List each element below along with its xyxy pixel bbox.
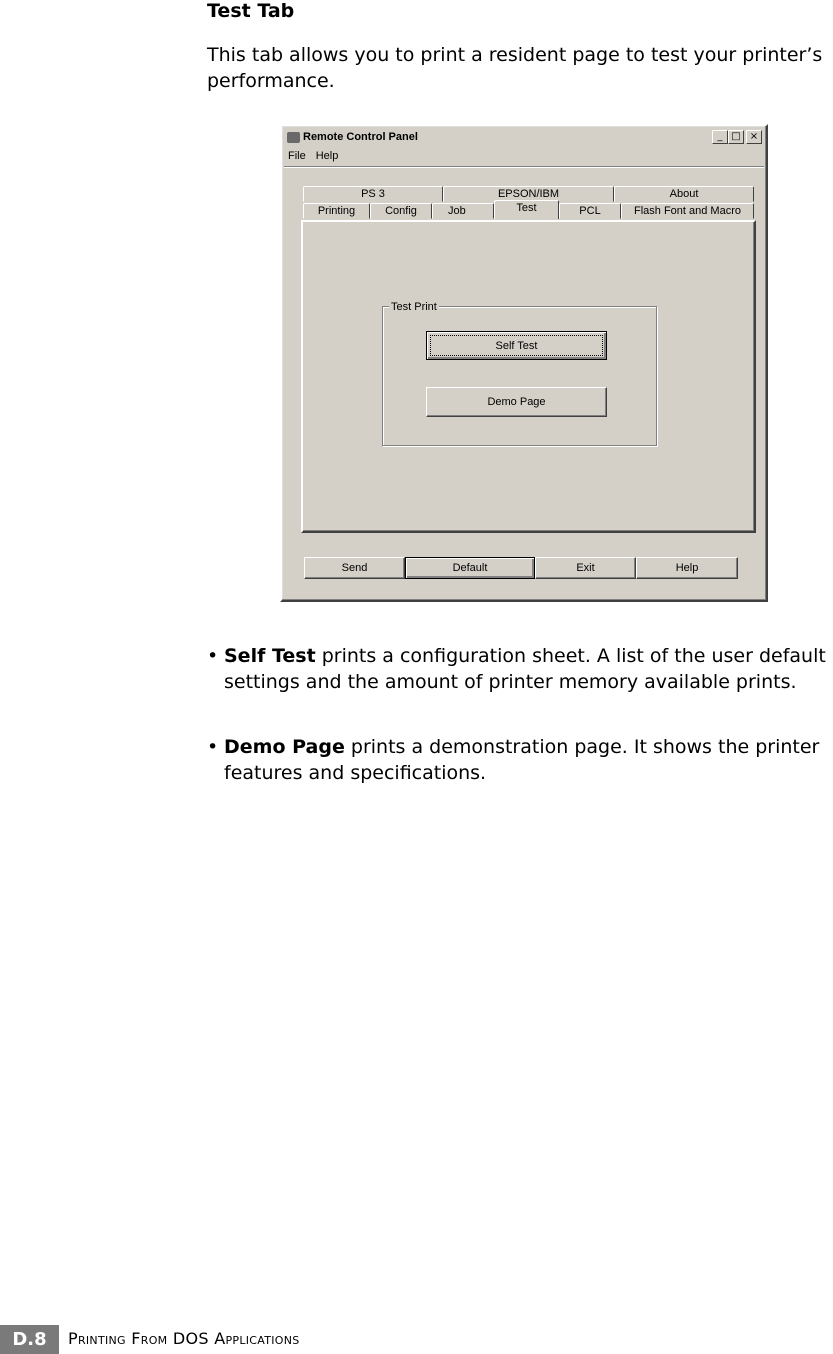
- bullet-term: Demo Page: [224, 736, 345, 758]
- menu-bar: [288, 150, 338, 162]
- bullet-dot: •: [207, 736, 219, 758]
- menu-file[interactable]: File: [288, 150, 306, 162]
- tab-printing[interactable]: Printing: [303, 203, 370, 219]
- tab-epson-ibm[interactable]: EPSON/IBM: [443, 186, 614, 202]
- help-button[interactable]: Help: [636, 557, 738, 579]
- demo-page-label: Demo Page: [487, 396, 546, 408]
- printer-app-icon: [287, 132, 300, 143]
- tab-ps3[interactable]: PS 3: [303, 186, 443, 202]
- test-print-group-label: Test Print: [391, 301, 437, 313]
- section-heading: Test Tab: [207, 0, 295, 22]
- test-print-group: [382, 306, 657, 446]
- window-title: Remote Control Panel: [303, 131, 418, 143]
- tab-job[interactable]: Job: [432, 203, 494, 219]
- self-test-label: Self Test: [495, 339, 538, 352]
- tab-test[interactable]: Test: [494, 200, 559, 219]
- intro-paragraph: This tab allows you to print a resident page to test your printer’s performance.: [207, 44, 823, 92]
- exit-button[interactable]: Exit: [535, 557, 636, 579]
- tab-about[interactable]: About: [614, 186, 754, 202]
- close-button[interactable]: ×: [746, 130, 762, 144]
- self-test-button[interactable]: [426, 331, 607, 360]
- tab-config[interactable]: Config: [370, 203, 432, 219]
- menu-help[interactable]: Help: [315, 150, 339, 162]
- send-button[interactable]: Send: [304, 557, 405, 579]
- demo-page-button[interactable]: [426, 387, 607, 417]
- remote-control-panel-window: [280, 124, 768, 602]
- tab-flash-font-and-macro[interactable]: Flash Font and Macro: [621, 203, 754, 219]
- minimize-button[interactable]: _: [712, 130, 728, 144]
- menu-separator: [284, 166, 764, 168]
- default-button[interactable]: Default: [405, 557, 535, 579]
- bullet-dot: •: [207, 645, 219, 667]
- maximize-button[interactable]: □: [728, 130, 744, 144]
- title-bar[interactable]: [284, 128, 764, 146]
- chapter-title: Printing From DOS Applications: [68, 1329, 300, 1348]
- bullet-self-test: [207, 643, 827, 695]
- tab-pcl[interactable]: PCL: [559, 203, 621, 219]
- bullet-term: Self Test: [224, 645, 316, 667]
- bullet-demo-page: [207, 734, 827, 786]
- bullet-text: prints a demonstration page. It shows the printer features and specifications.: [224, 736, 820, 784]
- bullet-text: prints a configuration sheet. A list of the user default settings and the amount of printer memory available prints.: [224, 645, 826, 693]
- page-number-badge: D.8: [0, 1325, 59, 1354]
